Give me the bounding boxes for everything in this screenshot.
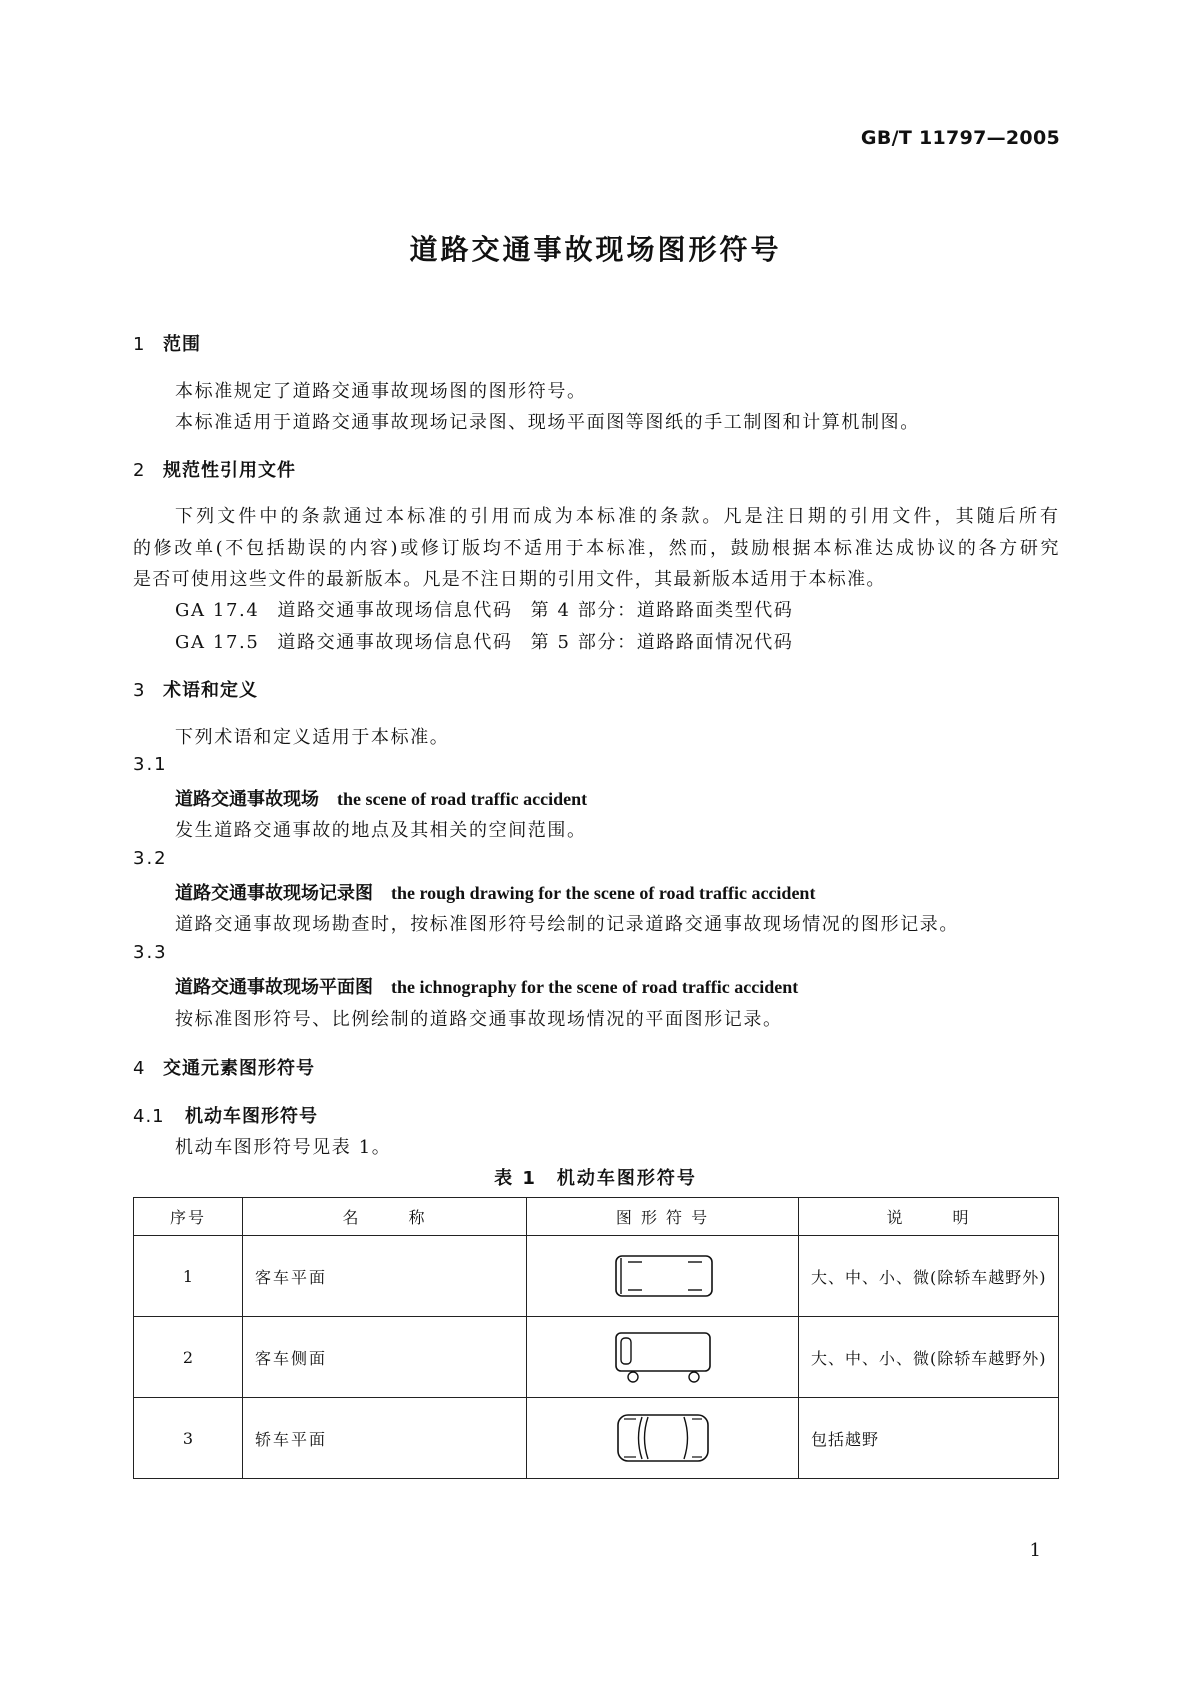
section-title: 规范性引用文件 xyxy=(163,460,296,481)
section-number: 2 xyxy=(133,460,146,481)
page-number: 1 xyxy=(1029,1540,1041,1561)
section-title: 交通元素图形符号 xyxy=(163,1058,315,1079)
table-row xyxy=(134,1236,1059,1317)
row-index: 1 xyxy=(134,1236,243,1317)
section-1-heading xyxy=(133,330,201,356)
term-definition: 发生道路交通事故的地点及其相关的空间范围。 xyxy=(175,820,587,841)
paragraph: 本标准适用于道路交通事故现场记录图、现场平面图等图纸的手工制图和计算机制图。 xyxy=(175,412,920,433)
section-title: 术语和定义 xyxy=(163,680,258,701)
table-row xyxy=(134,1398,1059,1479)
header-desc xyxy=(799,1198,1059,1236)
reference-part: 第 4 部分：道路路面类型代码 xyxy=(530,600,794,621)
section-title: 范围 xyxy=(163,334,201,355)
row-name: 客车平面 xyxy=(243,1236,527,1317)
row-symbol xyxy=(527,1317,799,1398)
row-index: 3 xyxy=(134,1398,243,1479)
subsection-4-1-heading xyxy=(133,1102,318,1128)
section-number: 3 xyxy=(133,680,146,701)
section-3-heading xyxy=(133,676,258,702)
reference-title: 道路交通事故现场信息代码 xyxy=(277,632,513,653)
paragraph-line: 是否可使用这些文件的最新版本。凡是不注日期的引用文件，其最新版本适用于本标准。 xyxy=(133,569,886,590)
row-desc: 大、中、小、微(除轿车越野外) xyxy=(799,1317,1059,1398)
row-symbol xyxy=(527,1398,799,1479)
reference-item xyxy=(175,628,794,654)
row-name: 客车侧面 xyxy=(243,1317,527,1398)
section-number: 4 xyxy=(133,1058,146,1079)
paragraph-line: 的修改单(不包括勘误的内容)或修订版均不适用于本标准，然而，鼓励根据本标准达成协议的各方研究 xyxy=(133,538,1059,559)
term-zh: 道路交通事故现场记录图 xyxy=(175,883,373,904)
row-name: 轿车平面 xyxy=(243,1398,527,1479)
row-index: 2 xyxy=(134,1317,243,1398)
term-heading xyxy=(175,973,798,999)
section-number: 1 xyxy=(133,334,146,355)
section-2-heading xyxy=(133,456,296,482)
section-4-heading xyxy=(133,1054,315,1080)
term-number: 3.2 xyxy=(133,848,168,869)
row-desc: 大、中、小、微(除轿车越野外) xyxy=(799,1236,1059,1317)
header-name-a: 名 xyxy=(342,1208,361,1227)
reference-code: GA 17.5 xyxy=(175,632,260,653)
term-definition: 道路交通事故现场勘查时，按标准图形符号绘制的记录道路交通事故现场情况的图形记录。 xyxy=(175,914,959,935)
table-row xyxy=(134,1317,1059,1398)
paragraph-line: 下列文件中的条款通过本标准的引用而成为本标准的条款。凡是注日期的引用文件，其随后所有 xyxy=(175,506,1059,527)
header-name xyxy=(243,1198,527,1236)
term-zh: 道路交通事故现场平面图 xyxy=(175,977,373,998)
header-index: 序号 xyxy=(134,1198,243,1236)
subsection-title: 机动车图形符号 xyxy=(185,1106,318,1127)
bus-top-view-icon xyxy=(608,1252,718,1300)
term-en: the scene of road traffic accident xyxy=(337,789,588,809)
header-symbol: 图 形 符 号 xyxy=(527,1198,799,1236)
reference-title: 道路交通事故现场信息代码 xyxy=(277,600,513,621)
term-heading xyxy=(175,785,587,811)
term-en: the rough drawing for the scene of road traffic accident xyxy=(391,883,816,903)
table-header-row xyxy=(134,1198,1059,1236)
term-heading xyxy=(175,879,815,905)
row-desc: 包括越野 xyxy=(799,1398,1059,1479)
subsection-number: 4.1 xyxy=(133,1106,165,1127)
paragraph: 本标准规定了道路交通事故现场图的图形符号。 xyxy=(175,381,587,402)
header-desc-b: 明 xyxy=(952,1208,971,1227)
paragraph: 下列术语和定义适用于本标准。 xyxy=(175,727,450,748)
header-desc-a: 说 xyxy=(886,1208,905,1227)
term-en: the ichnography for the scene of road traffic accident xyxy=(391,977,799,997)
term-number: 3.3 xyxy=(133,942,168,963)
table-caption: 表 1 机动车图形符号 xyxy=(494,1168,697,1189)
reference-item xyxy=(175,596,794,622)
term-zh: 道路交通事故现场 xyxy=(175,789,319,810)
bus-side-view-icon xyxy=(608,1329,718,1385)
row-symbol xyxy=(527,1236,799,1317)
term-definition: 按标准图形符号、比例绘制的道路交通事故现场情况的平面图形记录。 xyxy=(175,1009,783,1030)
reference-code: GA 17.4 xyxy=(175,600,260,621)
page-title: 道路交通事故现场图形符号 xyxy=(409,233,782,266)
car-top-view-icon xyxy=(608,1412,718,1464)
standard-code: GB/T 11797—2005 xyxy=(860,127,1060,149)
header-name-b: 称 xyxy=(408,1208,427,1227)
term-number: 3.1 xyxy=(133,754,168,775)
paragraph: 机动车图形符号见表 1。 xyxy=(175,1137,392,1158)
vehicle-symbol-table xyxy=(133,1197,1059,1479)
reference-part: 第 5 部分：道路路面情况代码 xyxy=(530,632,794,653)
